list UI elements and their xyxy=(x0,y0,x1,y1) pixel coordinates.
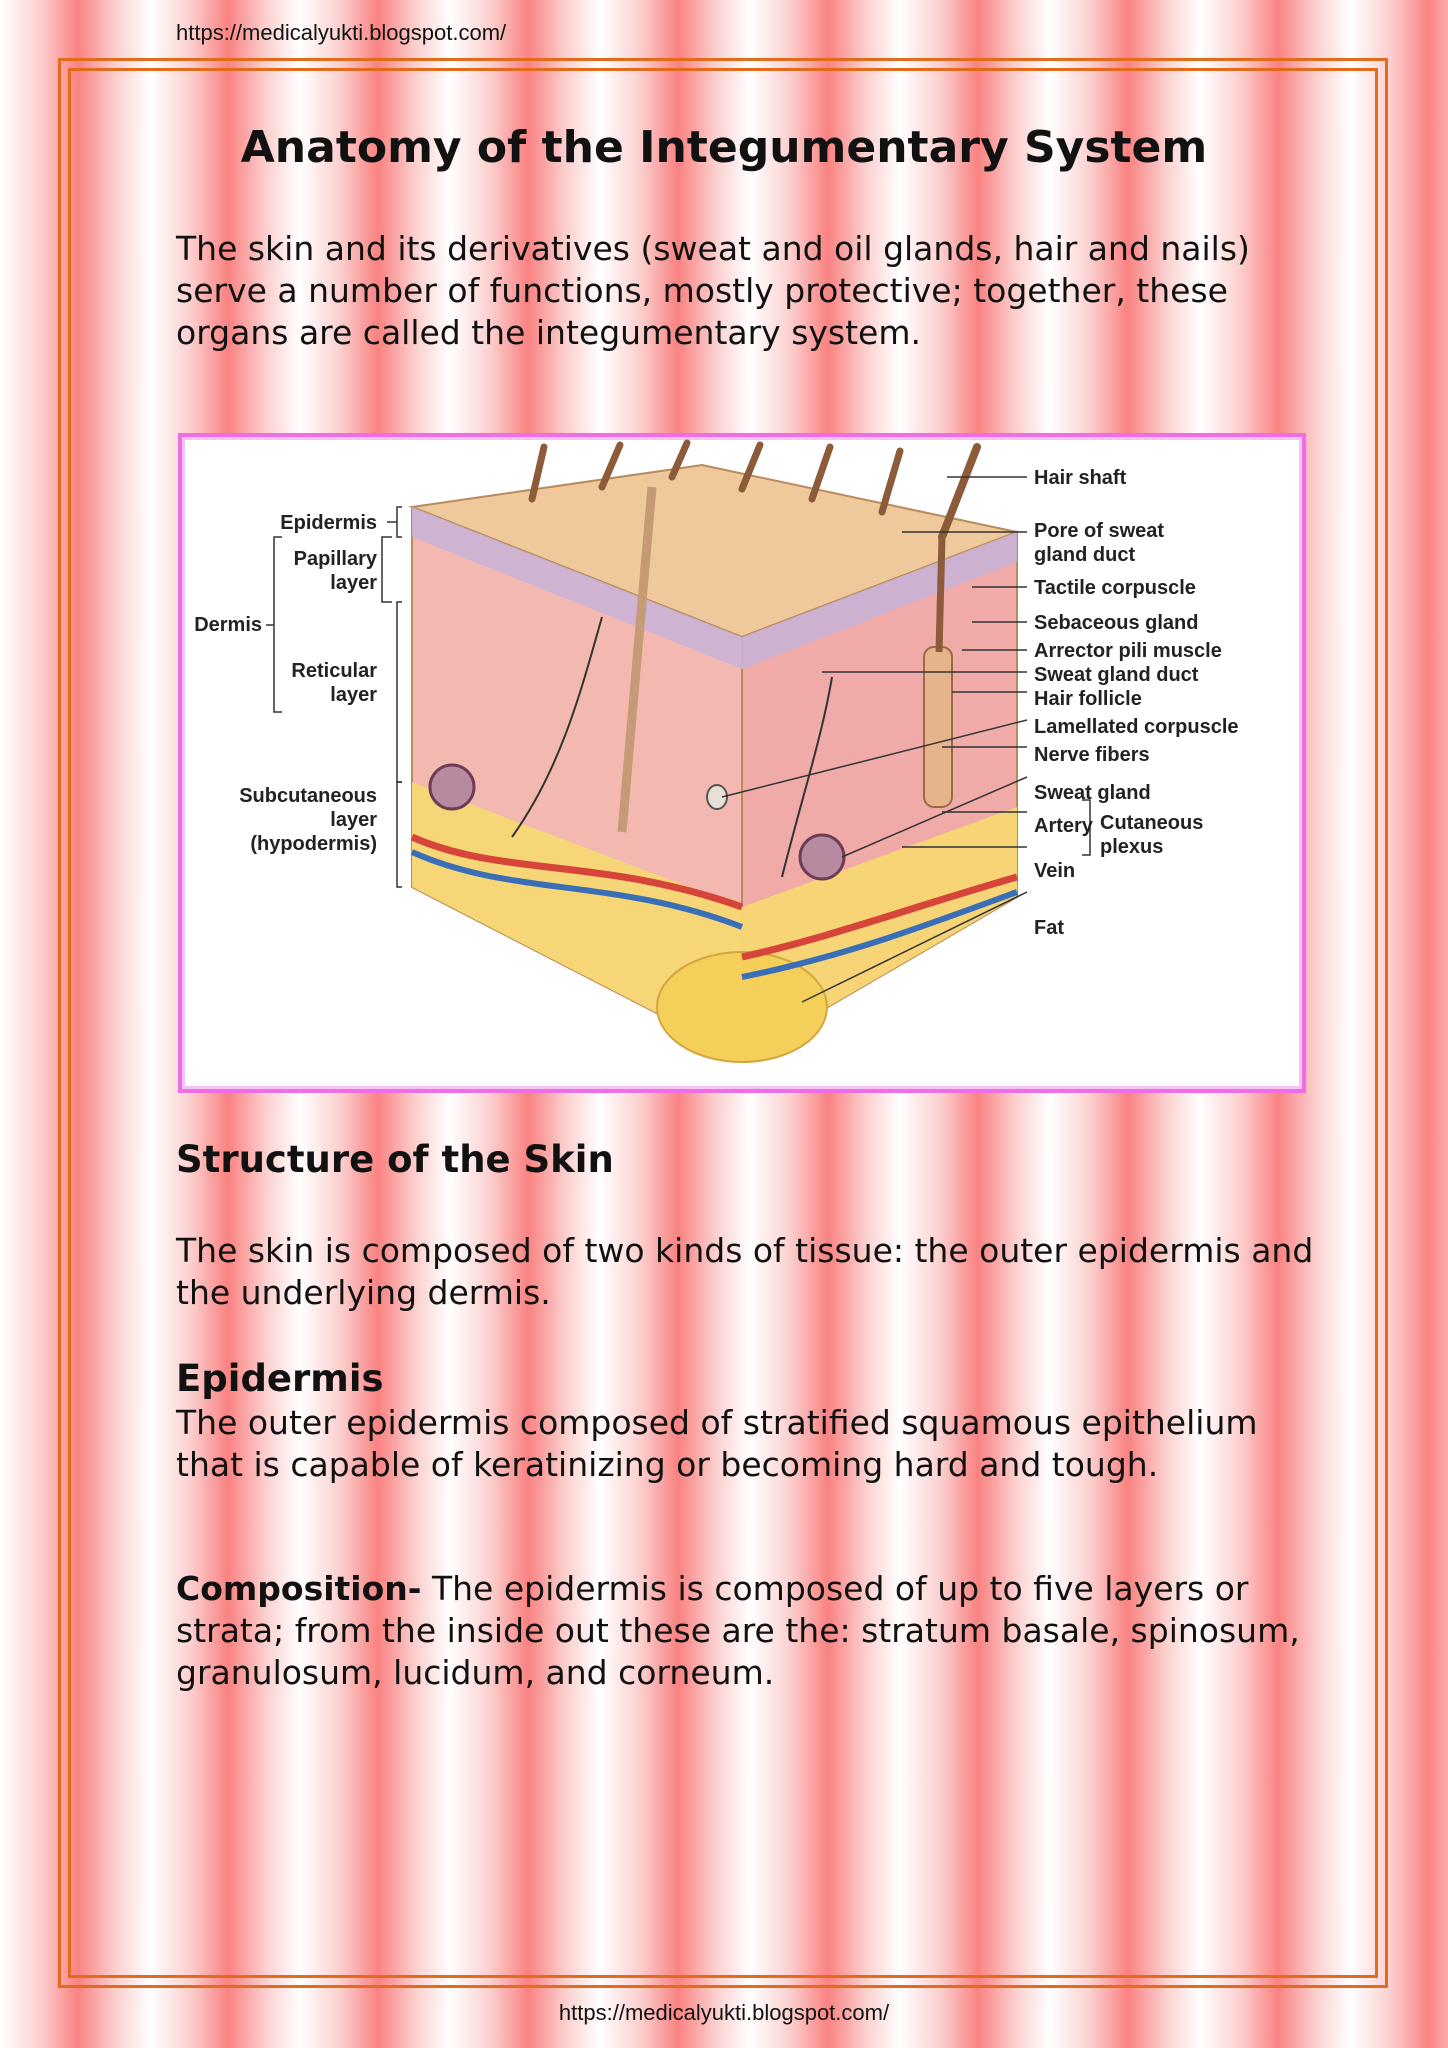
label-papillary-1: Papillary xyxy=(293,548,377,570)
label-plexus-2: plexus xyxy=(1100,836,1164,858)
label-reticular-2: layer xyxy=(330,684,377,706)
label-nerve: Nerve fibers xyxy=(1034,744,1150,766)
label-sweat-gland: Sweat gland xyxy=(1034,782,1151,804)
skin-diagram-figure xyxy=(178,433,1306,1093)
label-hair-shaft: Hair shaft xyxy=(1034,467,1127,489)
composition-paragraph xyxy=(176,1568,1316,1694)
label-subcutaneous-2: layer xyxy=(330,809,377,831)
label-sweat-duct: Sweat gland duct xyxy=(1034,664,1199,686)
label-pore-1: Pore of sweat xyxy=(1034,520,1165,542)
label-hair-follicle: Hair follicle xyxy=(1034,688,1142,710)
structure-heading: Structure of the Skin xyxy=(176,1138,614,1181)
label-sebaceous: Sebaceous gland xyxy=(1034,612,1199,634)
label-subcutaneous-1: Subcutaneous xyxy=(239,785,377,807)
top-url: https://medicalyukti.blogspot.com/ xyxy=(176,20,507,45)
label-lamellated: Lamellated corpuscle xyxy=(1034,716,1239,738)
label-papillary-2: layer xyxy=(330,572,377,594)
label-arrector: Arrector pili muscle xyxy=(1034,640,1222,662)
composition-text: The epidermis is composed of up to five layers or strata; from the inside out these are the: stratum basale, spinosum, granulosum, lucidum, and corneum. xyxy=(176,1569,1300,1692)
skin-block xyxy=(412,443,1017,1062)
page-title: Anatomy of the Integumentary System xyxy=(240,122,1208,173)
label-artery: Artery xyxy=(1034,815,1093,837)
label-epidermis: Epidermis xyxy=(280,512,377,534)
label-tactile: Tactile corpuscle xyxy=(1034,577,1196,599)
intro-paragraph: The skin and its derivatives (sweat and oil glands, hair and nails) serve a number of functions, mostly protective; together, these organs are called the integumentary system. xyxy=(176,229,1250,352)
bottom-url: https://medicalyukti.blogspot.com/ xyxy=(558,2000,890,2025)
label-plexus-1: Cutaneous xyxy=(1100,812,1204,834)
label-pore-2: gland duct xyxy=(1034,544,1136,566)
epidermis-paragraph: The outer epidermis composed of stratified squamous epithelium that is capable of keratinizing or becoming hard and tough. xyxy=(176,1403,1258,1484)
label-reticular-1: Reticular xyxy=(291,660,377,682)
skin-cross-section-illustration xyxy=(182,437,1302,1089)
composition-label: Composition- xyxy=(176,1569,422,1608)
structure-paragraph: The skin is composed of two kinds of tissue: the outer epidermis and the underlying dermis. xyxy=(176,1231,1314,1312)
label-dermis: Dermis xyxy=(194,614,262,636)
label-fat: Fat xyxy=(1034,917,1064,939)
label-subcutaneous-3: (hypodermis) xyxy=(250,833,377,855)
label-vein: Vein xyxy=(1034,860,1076,882)
epidermis-heading: Epidermis xyxy=(176,1357,384,1400)
